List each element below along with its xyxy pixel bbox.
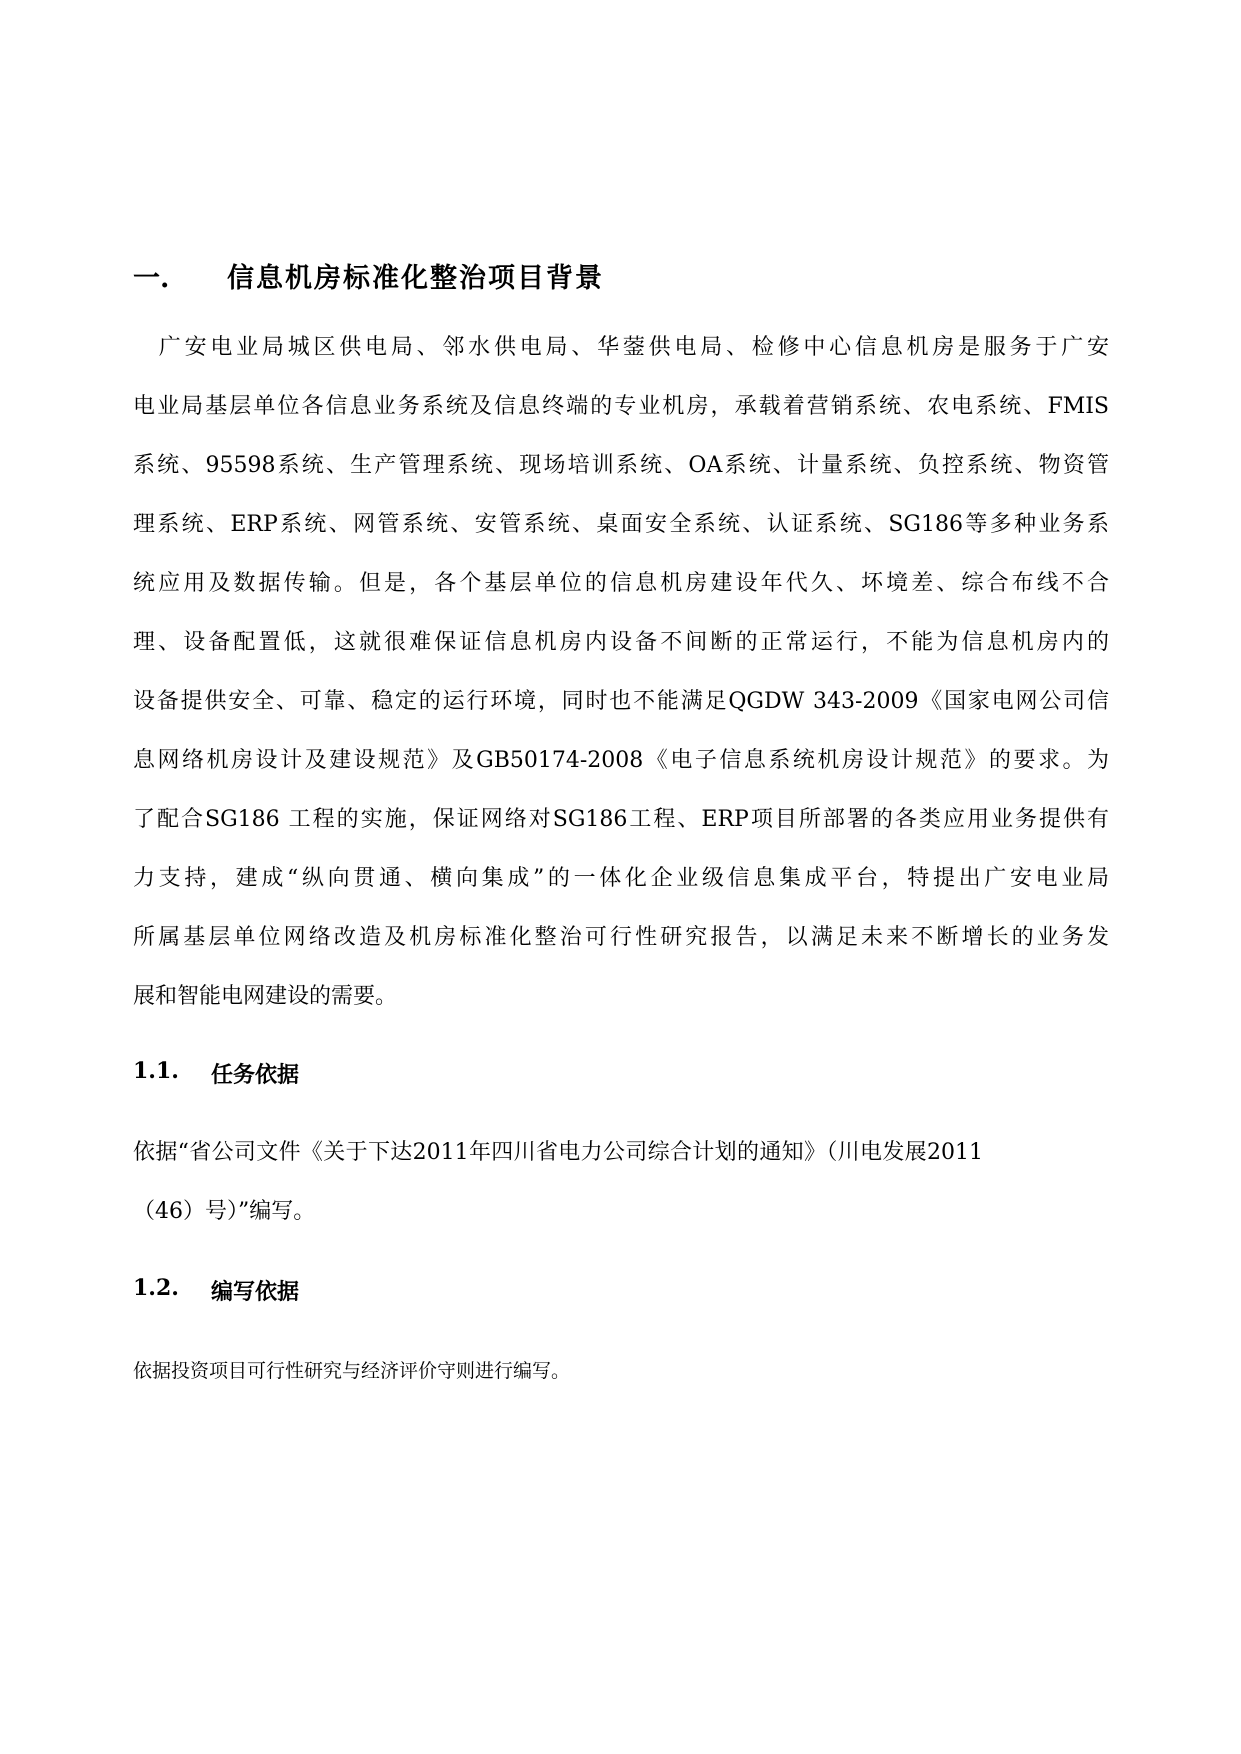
paragraph-line: 设备提供安全、可靠、稳定的运行环境，同时也不能满足QGDW 343-2009《国家电网公司信 xyxy=(133,689,1109,714)
paragraph-line: 统应用及数据传输。但是，各个基层单位的信息机房建设年代久、坏境差、综合布线不合 xyxy=(133,571,1109,596)
paragraph-line: 电业局基层单位各信息业务系统及信息终端的专业机房，承载着营销系统、农电系统、FMIS xyxy=(133,394,1109,419)
paragraph-line: 广安电业局城区供电局、邻水供电局、华蓥供电局、检修中心信息机房是服务于广安 xyxy=(133,335,1109,360)
paragraph-line: 所属基层单位网络改造及机房标准化整治可行性研究报告，以满足未来不断增长的业务发 xyxy=(133,925,1109,950)
paragraph-line: 依据投资项目可行性研究与经济评价守则进行编写。 xyxy=(133,1360,571,1382)
paragraph-line: 力支持，建成“纵向贯通、横向集成”的一体化企业级信息集成平台，特提出广安电业局 xyxy=(133,866,1109,891)
subsection-title: 任务依据 xyxy=(211,1062,300,1088)
paragraph-line: 理系统、ERP系统、网管系统、安管系统、桌面安全系统、认证系统、SG186等多种业务系 xyxy=(133,512,1109,537)
paragraph-line: （46）号）”编写。 xyxy=(133,1199,316,1224)
paragraph-line: 息网络机房设计及建设规范》及GB50174-2008《电子信息系统机房设计规范》的要求。为 xyxy=(133,748,1109,773)
paragraph-line: 了配合SG186 工程的实施，保证网络对SG186工程、ERP项目所部署的各类应用业务提供有 xyxy=(133,807,1109,832)
subsection-number: 1.2. xyxy=(133,1275,179,1301)
paragraph-line: 展和智能电网建设的需要。 xyxy=(133,984,398,1009)
section-title: 信息机房标准化整治项目背景 xyxy=(227,263,604,294)
paragraph-line: 依据“省公司文件《关于下达2011年四川省电力公司综合计划的通知》（川电发展2011 xyxy=(133,1140,983,1165)
subsection-title: 编写依据 xyxy=(211,1279,300,1305)
paragraph-line: 系统、95598系统、生产管理系统、现场培训系统、OA系统、计量系统、负控系统、物资管 xyxy=(133,453,1109,478)
paragraph-line: 理、设备配置低，这就很难保证信息机房内设备不间断的正常运行，不能为信息机房内的 xyxy=(133,630,1109,655)
section-number: 一. xyxy=(133,263,170,294)
subsection-number: 1.1. xyxy=(133,1058,179,1084)
